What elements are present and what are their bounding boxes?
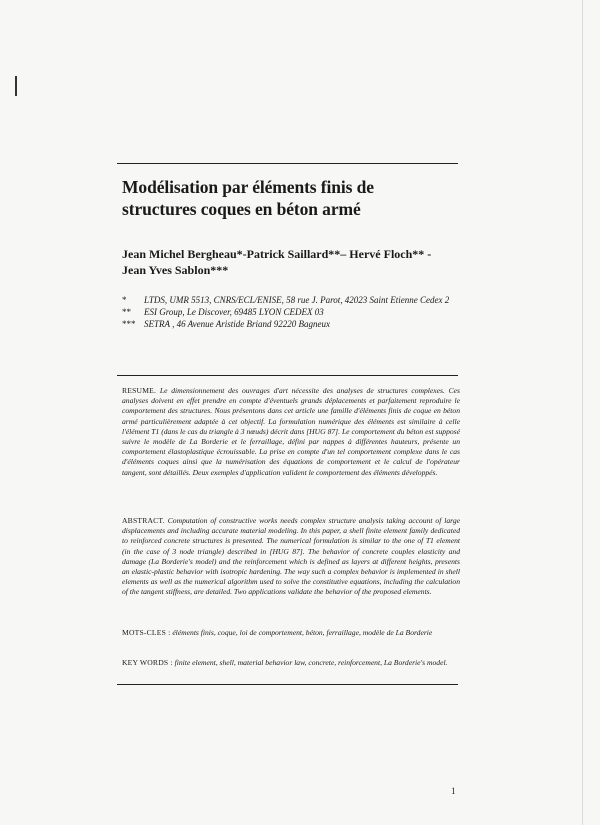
affiliation-item xyxy=(122,306,462,318)
author-list xyxy=(122,246,462,278)
bottom-rule xyxy=(117,684,458,685)
mots-cles-block xyxy=(122,628,460,638)
paper-title xyxy=(122,176,462,220)
section-rule xyxy=(117,375,458,376)
scan-edge-line xyxy=(582,0,583,825)
key-words-block xyxy=(122,658,460,668)
affiliation-mark: * xyxy=(122,295,127,305)
affiliation-text: LTDS, UMR 5513, CNRS/ECL/ENISE, 58 rue J. Parot, 42023 Saint Etienne Cedex 2 xyxy=(144,295,450,305)
abstract-text: Computation of constructive works needs complex structure analysis taking account of large displacements and including accurate material modeling. In this paper, a shell finite element family dedicated to reinforced concrete structures is presented. The numerical formulation is similar to the one of T1 element (in the case of 3 node triangle) described in [HUG 87]. The behavior of concrete couples elasticity and damage (La Borderie's model) and the reinforcement which is defined as layers at different heights, presents an elastic-plastic behavior with isotropic hardening. The way such a complex behavior is implemented in shell elements as well as the numerical algorithm used to solve the constitutive equations, including the calculation of the tangent stiffness, are detailed. Two applications validate the behavior of the proposed elements. xyxy=(122,516,460,597)
authors-line: Jean Michel Bergheau*-Patrick Saillard**– Hervé Floch** - xyxy=(122,247,432,261)
abstract-label: ABSTRACT. xyxy=(122,516,165,525)
resume-text: Le dimensionnement des ouvrages d'art nécessite des analyses de structures complexes. Ces analyses doivent en effet prendre en compte d'éventuels grands déplacements et parfaitement reproduire le comportement des structures. Nous présentons dans cet article une famille d'éléments finis de coque en béton armé particulièrement adaptée à cet objectif. La formulation numérique des éléments est similaire à celle l'élément T1 (dans le cas du triangle à 3 nœuds) décrit dans [HUG 87]. Le comportement du béton est supposé suivre le modèle de La Borderie et le ferraillage, défini par nappes à différentes hauteurs, présente un comportement élastoplastique écrouissable. La prise en compte d'un tel comportement complexe dans le cas d'éléments coques ainsi que la numérisation des équations de comportement et le calcul de l'opérateur tangent, sont détaillés. Deux exemples d'application valident le comportement des éléments développés. xyxy=(122,386,460,477)
authors-line: Jean Yves Sablon*** xyxy=(122,263,229,277)
resume-block xyxy=(122,386,460,478)
resume-label: RESUME. xyxy=(122,386,157,395)
abstract-block xyxy=(122,516,460,598)
affiliation-mark: *** xyxy=(122,319,136,329)
affiliation-item xyxy=(122,318,462,330)
affiliation-item xyxy=(122,294,462,306)
key-words-text: finite element, shell, material behavior law, concrete, reinforcement, La Borderie's model. xyxy=(174,658,448,667)
mots-cles-label: MOTS-CLES : xyxy=(122,628,171,637)
affiliation-mark: ** xyxy=(122,307,131,317)
affiliations xyxy=(122,294,462,330)
affiliation-text: SETRA , 46 Avenue Aristide Briand 92220 Bagneux xyxy=(144,319,330,329)
affiliation-text: ESI Group, Le Discover, 69485 LYON CEDEX 03 xyxy=(144,307,324,317)
top-rule xyxy=(117,163,458,164)
page-number: 1 xyxy=(451,786,456,796)
mots-cles-text: éléments finis, coque, loi de comportement, béton, ferraillage, modèle de La Borderie xyxy=(172,628,433,637)
key-words-label: KEY WORDS : xyxy=(122,658,173,667)
edge-scan-mark xyxy=(15,76,17,96)
title-line: structures coques en béton armé xyxy=(122,199,361,219)
title-line: Modélisation par éléments finis de xyxy=(122,177,374,197)
